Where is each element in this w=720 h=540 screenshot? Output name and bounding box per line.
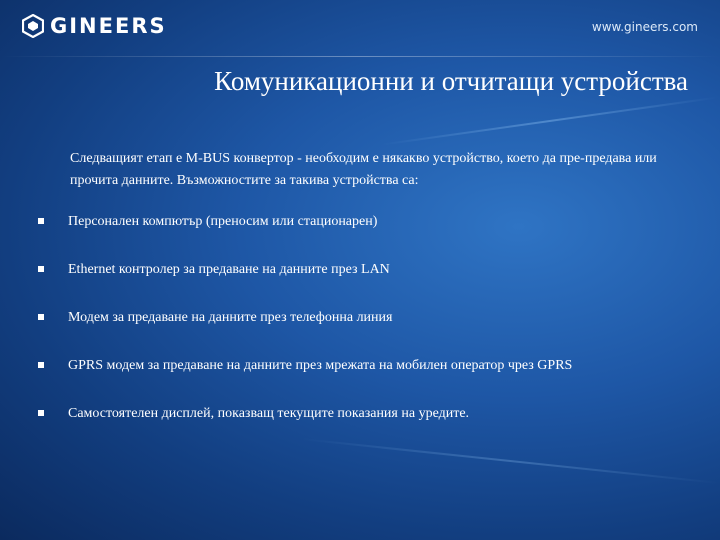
list-item-text: Ethernet контролер за предаване на данните през LAN <box>68 262 390 277</box>
square-bullet-icon <box>38 362 44 368</box>
logo <box>22 14 167 38</box>
site-url: www.gineers.com <box>591 20 698 34</box>
hexagon-logo-icon <box>22 14 44 38</box>
list-item-text: Персонален компютър (преносим или стационарен) <box>68 214 378 229</box>
list-item <box>38 404 688 452</box>
square-bullet-icon <box>38 266 44 272</box>
list-item <box>38 260 688 308</box>
slide-title: Комуникационни и отчитащи устройства <box>214 66 688 96</box>
slide-header <box>0 0 720 58</box>
list-item-text: Самостоятелен дисплей, показващ текущите показания на уредите. <box>68 406 470 421</box>
decorative-streak <box>382 96 719 145</box>
intro-paragraph: Следващият етап е M-BUS конвертор - необходим е някакво устройство, което да пре-предава или прочита данните. Възможностите за такива устройства са: <box>70 151 657 188</box>
square-bullet-icon <box>38 314 44 320</box>
square-bullet-icon <box>38 410 44 416</box>
square-bullet-icon <box>38 218 44 224</box>
list-item <box>38 212 688 260</box>
list-item-text: GPRS модем за предаване на данните през мрежата на мобилен оператор чрез GPRS <box>68 358 573 373</box>
bullet-list <box>38 212 688 452</box>
list-item <box>38 356 688 404</box>
list-item-text: Модем за предаване на данните през телефонна линия <box>68 310 393 325</box>
list-item <box>38 308 688 356</box>
logo-text: GINEERS <box>50 14 167 38</box>
header-divider <box>0 56 720 57</box>
